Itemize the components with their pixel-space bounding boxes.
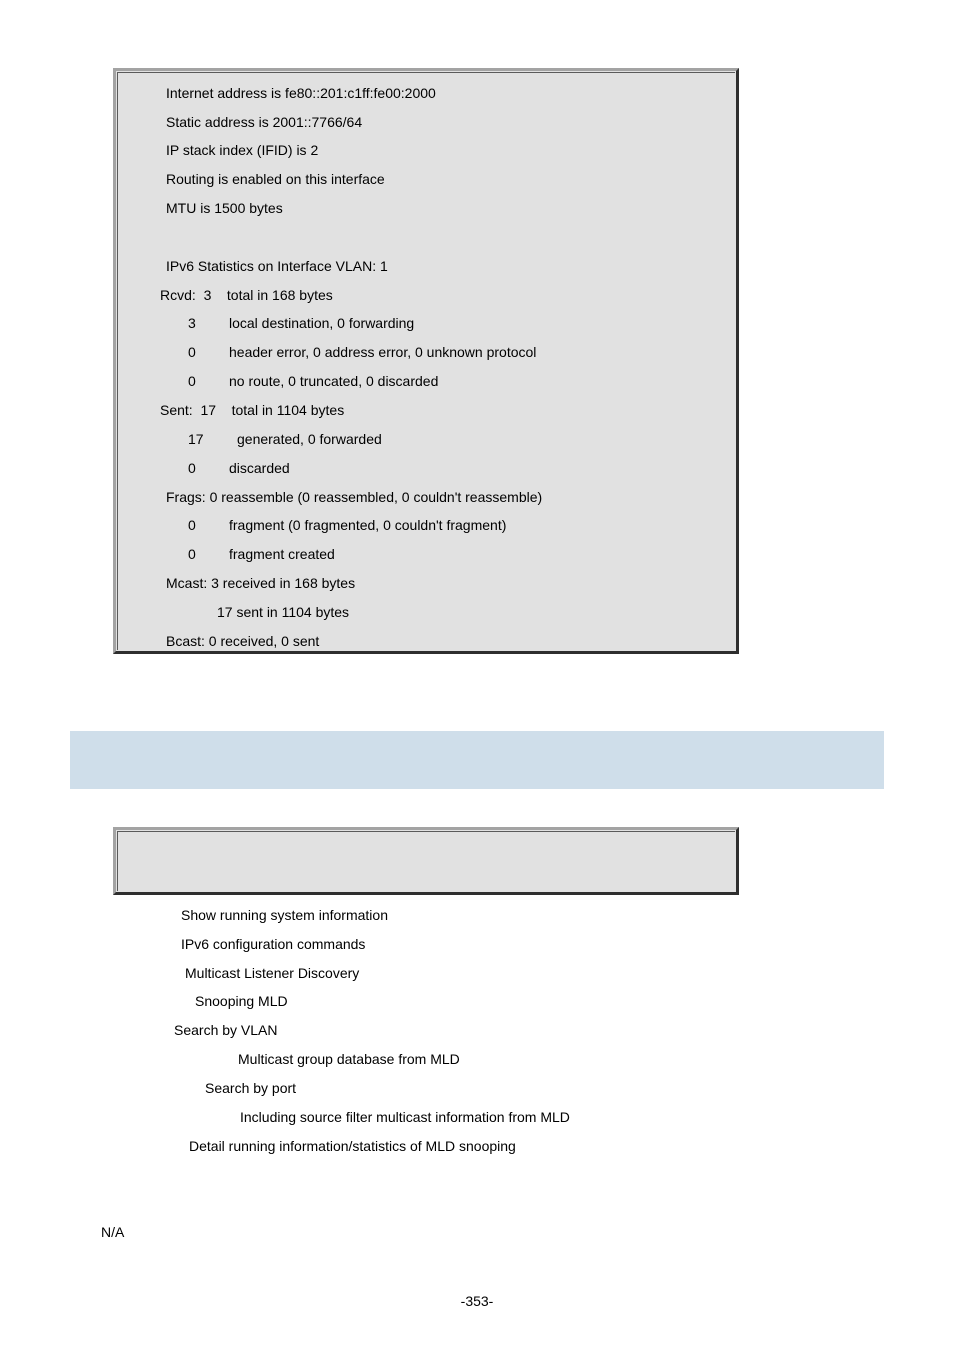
default-value: N/A: [101, 1224, 125, 1240]
output-line: Mcast: 3 received in 168 bytes: [166, 575, 356, 591]
output-line: Sent: 17 total in 1104 bytes: [160, 402, 345, 418]
section-heading-band: [70, 731, 884, 789]
param-description: Multicast Listener Discovery: [185, 965, 360, 981]
output-line: no route, 0 truncated, 0 discarded: [229, 373, 439, 389]
output-line: IPv6 Statistics on Interface VLAN: 1: [166, 258, 388, 274]
output-line: generated, 0 forwarded: [237, 431, 382, 447]
output-line: Routing is enabled on this interface: [166, 171, 385, 187]
syntax-box: [113, 827, 739, 895]
param-description: IPv6 configuration commands: [181, 936, 366, 952]
output-count: 0: [188, 517, 196, 533]
output-line: 17 sent in 1104 bytes: [217, 604, 350, 620]
param-description: Snooping MLD: [195, 993, 288, 1009]
output-count: 0: [188, 546, 196, 562]
output-line: MTU is 1500 bytes: [166, 200, 283, 216]
output-count: 3: [188, 315, 196, 331]
param-description: Search by port: [205, 1080, 297, 1096]
output-count: 17: [188, 431, 204, 447]
output-line: fragment created: [229, 546, 335, 562]
output-line: Static address is 2001::7766/64: [166, 114, 363, 130]
param-description: Detail running information/statistics of MLD snooping: [189, 1138, 516, 1154]
param-description: Show running system information: [181, 907, 388, 923]
output-line: header error, 0 address error, 0 unknown protocol: [229, 344, 537, 360]
param-description: Multicast group database from MLD: [238, 1051, 460, 1067]
param-description: Including source filter multicast information from MLD: [240, 1109, 570, 1125]
output-line: IP stack index (IFID) is 2: [166, 142, 319, 158]
output-count: 0: [188, 344, 196, 360]
output-line: fragment (0 fragmented, 0 couldn't fragment): [229, 517, 507, 533]
output-line: Internet address is fe80::201:c1ff:fe00:2000: [166, 85, 436, 101]
output-count: 0: [188, 460, 196, 476]
output-count: 0: [188, 373, 196, 389]
output-line: discarded: [229, 460, 290, 476]
output-line: Bcast: 0 received, 0 sent: [166, 633, 320, 649]
output-line: Rcvd: 3 total in 168 bytes: [160, 287, 333, 303]
output-line: local destination, 0 forwarding: [229, 315, 415, 331]
output-line: Frags: 0 reassemble (0 reassembled, 0 couldn't reassemble): [166, 489, 543, 505]
param-description: Search by VLAN: [174, 1022, 278, 1038]
page-number: -353-: [460, 1293, 494, 1309]
